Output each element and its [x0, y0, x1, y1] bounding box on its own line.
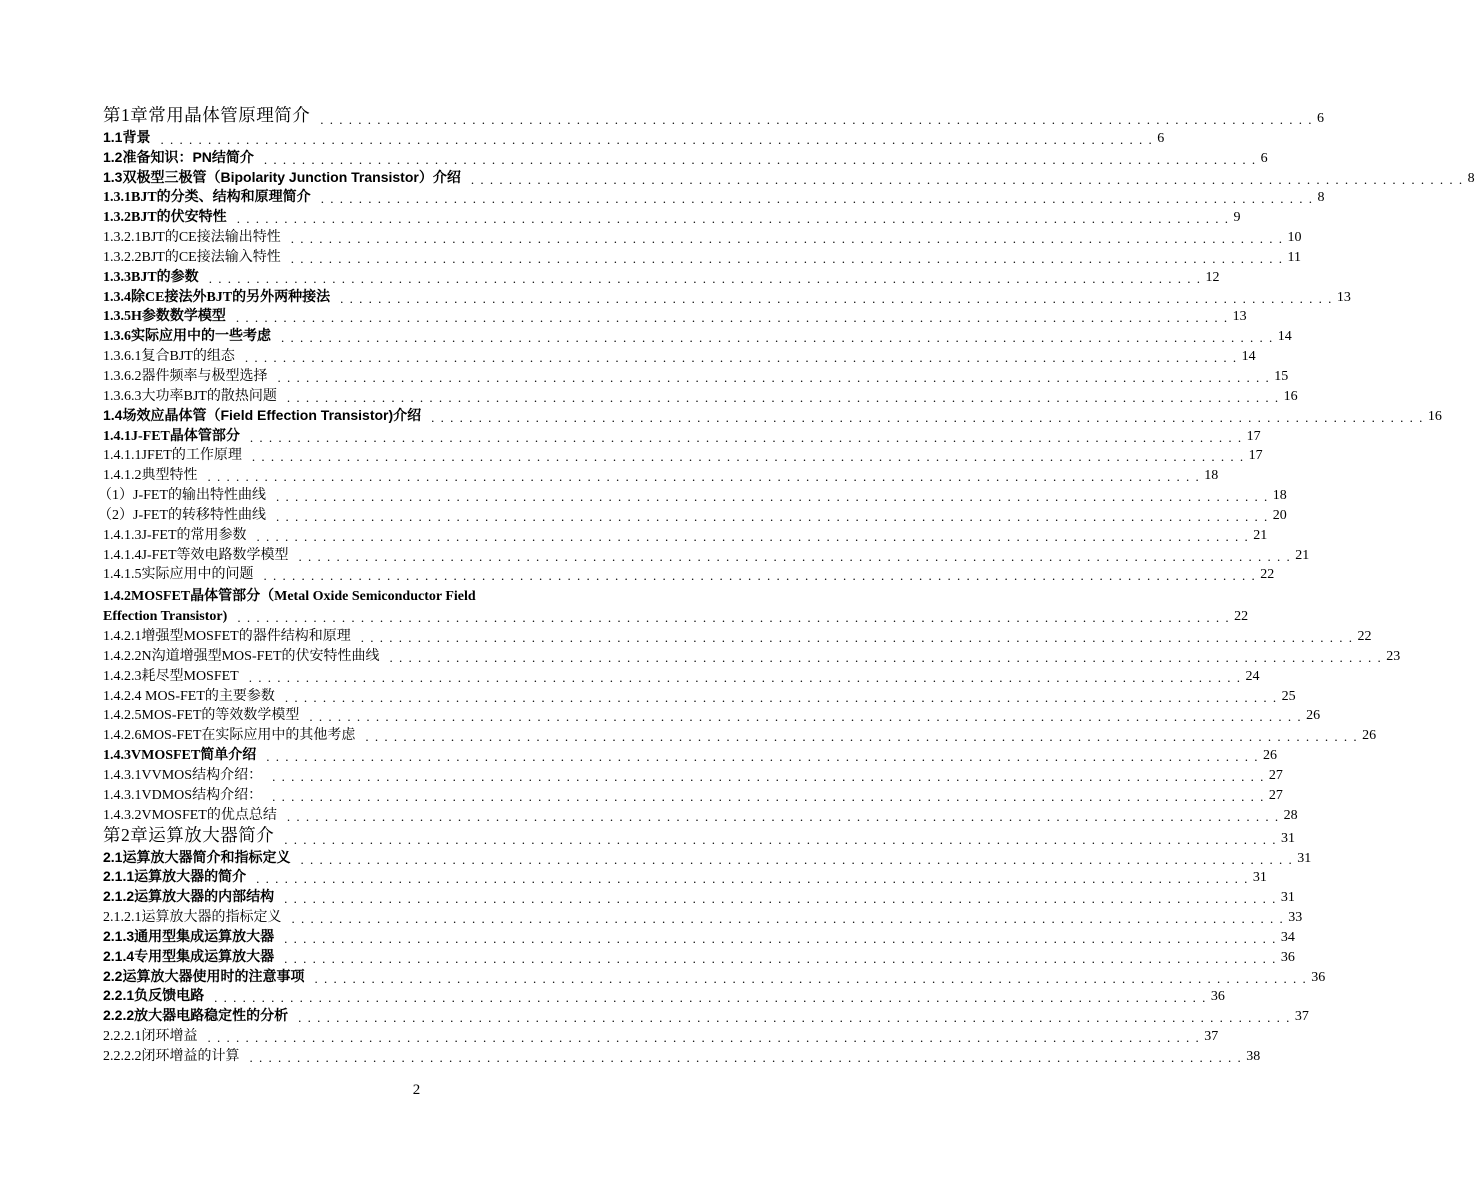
toc-entry-title: 1.3.2BJT的伏安特性 — [103, 210, 227, 226]
toc-entry-page: 21 — [1253, 527, 1268, 543]
toc-entry-title: （2）J-FET的转移特性曲线 — [98, 507, 266, 523]
toc-dot-leader: . . . . . . . . . . . . . . . . . . . . . . . . . . . . . . . . . . . . . . . . . . . . . . . . . . . . . . . . . . . . . . . . . . . . . . . . . . . . . . . . . . . . . . . . . . . . . . . . . . . . . . . . . — [300, 851, 1294, 867]
toc-entry-title: 1.4场效应晶体管（Field Effection Transistor)介绍 — [103, 406, 422, 423]
toc-entry-title: 1.4.2.2N沟道增强型MOS-FET的伏安特性曲线 — [103, 648, 380, 664]
toc-entry-title: 1.3双极型三极管（Bipolarity Junction Transistor）介绍 — [103, 168, 461, 185]
toc-entry-title: 2.1.3通用型集成运算放大器 — [103, 927, 275, 944]
toc-entry-title: 1.4.2.6MOS-FET在实际应用中的其他考虑 — [103, 728, 356, 744]
toc-dot-leader: . . . . . . . . . . . . . . . . . . . . . . . . . . . . . . . . . . . . . . . . . . . . . . . . . . . . . . . . . . . . . . . . . . . . . . . . . . . . . . . . . . . . . . . . . . . . . . . . . . . . . . . . . — [263, 568, 1257, 584]
toc-entry-page: 6 — [1260, 150, 1268, 166]
toc-entry-page: 11 — [1287, 249, 1301, 265]
toc-entry[interactable] — [103, 365, 1289, 385]
toc-entry-title: 1.4.2.1增强型MOSFET的器件结构和原理 — [103, 629, 351, 645]
toc-dot-leader: . . . . . . . . . . . . . . . . . . . . . . . . . . . . . . . . . . . . . . . . . . . . . . . . . . . . . . . . . . . . . . . . . . . . . . . . . . . . . . . . . . . . . . . . . . . . . . . . . . . . . . . . . — [284, 891, 1277, 907]
toc-entry-page: 18 — [1204, 468, 1219, 484]
toc-dot-leader: . . . . . . . . . . . . . . . . . . . . . . . . . . . . . . . . . . . . . . . . . . . . . . . . . . . . . . . . . . . . . . . . . . . . . . . . . . . . . . . . . . . . . . . . . . . . . . . . . . . . . . . . . — [365, 729, 1359, 745]
toc-entry-title: 1.4.3.1VDMOS结构介绍： — [103, 787, 263, 803]
toc-entry[interactable] — [103, 286, 1351, 306]
toc-dot-leader: . . . . . . . . . . . . . . . . . . . . . . . . . . . . . . . . . . . . . . . . . . . . . . . . . . . . . . . . . . . . . . . . . . . . . . . . . . . . . . . . . . . . . . . . . . . . . . . . . . . . . . . . . — [320, 112, 1313, 127]
toc-entry-page: 31 — [1252, 870, 1267, 886]
toc-entry-page: 27 — [1268, 768, 1283, 783]
toc-entry[interactable] — [98, 484, 1287, 505]
toc-entry[interactable] — [103, 266, 1220, 286]
toc-entry-page: 21 — [1295, 547, 1310, 563]
toc-entry-title: 1.3.6.1复合BJT的组态 — [103, 349, 235, 365]
toc-entry[interactable] — [103, 524, 1268, 544]
toc-entry[interactable] — [103, 946, 1295, 966]
toc-entry-page: 28 — [1283, 807, 1298, 823]
toc-entry[interactable] — [103, 425, 1261, 445]
toc-entry-title: 1.4.2.4 MOS-FET的主要参数 — [103, 688, 275, 704]
toc-entry-title: 1.3.1BJT的分类、结构和原理简介 — [103, 190, 311, 206]
toc-entry-title: 1.2准备知识：PN结简介 — [103, 148, 254, 165]
toc-entry-page: 31 — [1281, 830, 1295, 846]
toc-entry-page: 36 — [1210, 989, 1225, 1005]
toc-dot-leader: . . . . . . . . . . . . . . . . . . . . . . . . . . . . . . . . . . . . . . . . . . . . . . . . . . . . . . . . . . . . . . . . . . . . . . . . . . . . . . . . . . . . . . . . . . . . . . . . . . . . . . . . . — [309, 709, 1303, 725]
toc-dot-leader: . . . . . . . . . . . . . . . . . . . . . . . . . . . . . . . . . . . . . . . . . . . . . . . . . . . . . . . . . . . . . . . . . . . . . . . . . . . . . . . . . . . . . . . . . . . . . . . . . . . . . . . . . — [291, 911, 1285, 927]
toc-entry-page: 22 — [1234, 609, 1249, 625]
toc-dot-leader: . . . . . . . . . . . . . . . . . . . . . . . . . . . . . . . . . . . . . . . . . . . . . . . . . . . . . . . . . . . . . . . . . . . . . . . . . . . . . . . . . . . . . . . . . . . . . . . . . . . . . . . . . — [284, 930, 1277, 946]
toc-dot-leader: . . . . . . . . . . . . . . . . . . . . . . . . . . . . . . . . . . . . . . . . . . . . . . . . . . . . . . . . . . . . . . . . . . . . . . . . . . . . . . . . . . . . . . . . . . . . . . . . . . . . . . . . . — [207, 1030, 1201, 1046]
toc-entry-title: 2.1运算放大器简介和指标定义 — [103, 848, 291, 865]
toc-entry[interactable] — [103, 405, 1442, 425]
toc-dot-leader: . . . . . . . . . . . . . . . . . . . . . . . . . . . . . . . . . . . . . . . . . . . . . . . . . . . . . . . . . . . . . . . . . . . . . . . . . . . . . . . . . . . . . . . . . . . . . . . . . . . . . . . . . — [290, 250, 1284, 266]
toc-entry-title: 1.4.1.3J-FET的常用参数 — [103, 527, 247, 543]
toc-entry-page: 22 — [1260, 567, 1275, 583]
toc-dot-leader: . . . . . . . . . . . . . . . . . . . . . . . . . . . . . . . . . . . . . . . . . . . . . . . . . . . . . . . . . . . . . . . . . . . . . . . . . . . . . . . . . . . . . . . . . . . . . . . . . . . . . . . . . — [248, 669, 1242, 685]
toc-dot-leader: . . . . . . . . . . . . . . . . . . . . . . . . . . . . . . . . . . . . . . . . . . . . . . . . . . . . . . . . . . . . . . . . . . . . . . . . . . . . . . . . . . . . . . . . . . . . . . . . . . . . . . . . . — [284, 689, 1278, 705]
toc-entry-title: 2.2.2.1闭环增益 — [103, 1029, 198, 1045]
toc-entry[interactable] — [103, 167, 1475, 187]
toc-dot-leader: . . . . . . . . . . . . . . . . . . . . . . . . . . . . . . . . . . . . . . . . . . . . . . . . . . . . . . . . . . . . . . . . . . . . . . . . . . . . . . . . . . . . . . . . . . . . . . . . . . . . . . . . . — [281, 330, 1274, 346]
toc-entry[interactable] — [103, 665, 1260, 685]
toc-entry-title: 1.3.3BJT的参数 — [103, 269, 199, 285]
toc-dot-leader: . . . . . . . . . . . . . . . . . . . . . . . . . . . . . . . . . . . . . . . . . . . . . . . . . . . . . . . . . . . . . . . . . . . . . . . . . . . . . . . . . . . . . . . . . . . . . . . . . . . . . . . . . — [431, 409, 1424, 425]
toc-entry-page: 20 — [1272, 507, 1287, 523]
toc-entry-page: 6 — [1317, 111, 1324, 126]
toc-entry-page: 8 — [1467, 170, 1475, 186]
toc-dot-leader: . . . . . . . . . . . . . . . . . . . . . . . . . . . . . . . . . . . . . . . . . . . . . . . . . . . . . . . . . . . . . . . . . . . . . . . . . . . . . . . . . . . . . . . . . . . . . . . . . . . . . . . . . — [251, 449, 1245, 465]
toc-dot-leader: . . . . . . . . . . . . . . . . . . . . . . . . . . . . . . . . . . . . . . . . . . . . . . . . . . . . . . . . . . . . . . . . . . . . . . . . . . . . . . . . . . . . . . . . . . . . . . . . . . . . . . . . . — [284, 950, 1277, 966]
toc-entry[interactable] — [103, 824, 1295, 847]
toc-entry-title: 1.1背景 — [103, 128, 151, 145]
toc-dot-leader: . . . . . . . . . . . . . . . . . . . . . . . . . . . . . . . . . . . . . . . . . . . . . . . . . . . . . . . . . . . . . . . . . . . . . . . . . . . . . . . . . . . . . . . . . . . . . . . . . . . . . . . . . — [286, 389, 1280, 405]
toc-dot-leader: . . . . . . . . . . . . . . . . . . . . . . . . . . . . . . . . . . . . . . . . . . . . . . . . . . . . . . . . . . . . . . . . . . . . . . . . . . . . . . . . . . . . . . . . . . . . . . . . . . . . . . . . . — [236, 211, 1230, 227]
toc-entry[interactable] — [103, 705, 1321, 725]
toc-entry[interactable] — [103, 583, 735, 605]
toc-dot-leader: . . . . . . . . . . . . . . . . . . . . . . . . . . . . . . . . . . . . . . . . . . . . . . . . . . . . . . . . . . . . . . . . . . . . . . . . . . . . . . . . . . . . . . . . . . . . . . . . . . . . . . . . . — [214, 990, 1207, 1006]
toc-entry-page: 37 — [1294, 1009, 1309, 1025]
toc-entry-title: 1.3.6实际应用中的一些考虑 — [103, 329, 271, 345]
toc-entry[interactable] — [103, 926, 1295, 946]
toc-entry-page: 17 — [1246, 428, 1261, 444]
toc-dot-leader: . . . . . . . . . . . . . . . . . . . . . . . . . . . . . . . . . . . . . . . . . . . . . . . . . . . . . . . . . . . . . . . . . . . . . . . . . . . . . . . . . . . . . . . . . . . . . . . . . . . . . . . . . — [272, 769, 1265, 784]
toc-entry-page: 16 — [1283, 388, 1298, 404]
toc-dot-leader: . . . . . . . . . . . . . . . . . . . . . . . . . . . . . . . . . . . . . . . . . . . . . . . . . . . . . . . . . . . . . . . . . . . . . . . . . . . . . . . . . . . . . . . . . . . . . . . . . . . . . . . . . — [290, 231, 1284, 247]
toc-dot-leader: . . . . . . . . . . . . . . . . . . . . . . . . . . . . . . . . . . . . . . . . . . . . . . . . . . . . . . . . . . . . . . . . . . . . . . . . . . . . . . . . . . . . . . . . . . . . . . . . . . . . . . . . . — [286, 808, 1280, 824]
toc-entry[interactable] — [103, 685, 1296, 705]
toc-dot-leader: . . . . . . . . . . . . . . . . . . . . . . . . . . . . . . . . . . . . . . . . . . . . . . . . . . . . . . . . . . . . . . . . . . . . . . . . . . . . . . . . . . . . . . . . . . . . . . . . . . . . . . . . . — [160, 131, 1154, 147]
toc-entry-page: 36 — [1311, 969, 1326, 985]
toc-entry-page: 13 — [1336, 289, 1351, 305]
toc-entry[interactable] — [103, 867, 1267, 887]
toc-entry[interactable] — [103, 345, 1256, 366]
toc-entry[interactable] — [103, 206, 1241, 227]
toc-entry-title: 1.4.2.5MOS-FET的等效数学模型 — [103, 708, 300, 724]
toc-entry[interactable] — [103, 187, 1325, 207]
toc-dot-leader: . . . . . . . . . . . . . . . . . . . . . . . . . . . . . . . . . . . . . . . . . . . . . . . . . . . . . . . . . . . . . . . . . . . . . . . . . . . . . . . . . . . . . . . . . . . . . . . . . . . . . . . . . — [277, 369, 1271, 385]
toc-dot-leader: . . . . . . . . . . . . . . . . . . . . . . . . . . . . . . . . . . . . . . . . . . . . . . . . . . . . . . . . . . . . . . . . . . . . . . . . . . . . . . . . . . . . . . . . . . . . . . . . . . . . . . . . . — [298, 548, 1292, 564]
toc-entry[interactable] — [103, 847, 1312, 867]
toc-entry-page: 14 — [1277, 329, 1292, 345]
toc-entry-title: 1.4.3.2VMOSFET的优点总结 — [103, 807, 277, 823]
toc-entry-page: 26 — [1362, 728, 1377, 744]
toc-entry-title: 2.2.1负反馈电路 — [103, 987, 205, 1004]
toc-entry-page: 31 — [1280, 890, 1295, 906]
toc-dot-leader: . . . . . . . . . . . . . . . . . . . . . . . . . . . . . . . . . . . . . . . . . . . . . . . . . . . . . . . . . . . . . . . . . . . . . . . . . . . . . . . . . . . . . . . . . . . . . . . . . . . . . . . . . — [389, 649, 1383, 665]
toc-entry[interactable] — [103, 906, 1303, 927]
toc-entry-page: 25 — [1281, 688, 1296, 704]
toc-entry[interactable] — [103, 886, 1295, 907]
toc-dot-leader: . . . . . . . . . . . . . . . . . . . . . . . . . . . . . . . . . . . . . . . . . . . . . . . . . . . . . . . . . . . . . . . . . . . . . . . . . . . . . . . . . . . . . . . . . . . . . . . . . . . . . . . . . — [256, 528, 1250, 544]
toc-entry-title: 2.1.1运算放大器的简介 — [103, 868, 247, 885]
toc-dot-leader: . . . . . . . . . . . . . . . . . . . . . . . . . . . . . . . . . . . . . . . . . . . . . . . . . . . . . . . . . . . . . . . . . . . . . . . . . . . . . . . . . . . . . . . . . . . . . . . . . . . . . . . . . — [208, 270, 1202, 286]
toc-entry-page: 33 — [1288, 910, 1303, 926]
toc-entry[interactable] — [103, 464, 1219, 485]
table-of-contents — [98, 104, 1475, 1065]
toc-entry[interactable] — [103, 625, 1372, 646]
toc-dot-leader: . . . . . . . . . . . . . . . . . . . . . . . . . . . . . . . . . . . . . . . . . . . . . . . . . . . . . . . . . . . . . . . . . . . . . . . . . . . . . . . . . . . . . . . . . . . . . . . . . . . . . . . . . — [470, 171, 1464, 187]
toc-dot-leader: . . . . . . . . . . . . . . . . . . . . . . . . . . . . . . . . . . . . . . . . . . . . . . . . . . . . . . . . . . . . . . . . . . . . . . . . . . . . . . . . . . . . . . . . . . . . . . . . . . . . . . . . . — [249, 429, 1243, 445]
toc-dot-leader: . . . . . . . . . . . . . . . . . . . . . . . . . . . . . . . . . . . . . . . . . . . . . . . . . . . . . . . . . . . . . . . . . . . . . . . . . . . . . . . . . . . . . . . . . . . . . . . . . . . . . . . . . — [244, 350, 1238, 366]
toc-entry[interactable] — [103, 764, 1283, 784]
toc-dot-leader: . . . . . . . . . . . . . . . . . . . . . . . . . . . . . . . . . . . . . . . . . . . . . . . . . . . . . . . . . . . . . . . . . . . . . . . . . . . . . . . . . . . . . . . . . . . . . . . . . . . . . . . . . — [284, 831, 1277, 847]
toc-entry[interactable] — [103, 724, 1377, 745]
toc-entry-title: 2.1.2运算放大器的内部结构 — [103, 888, 275, 905]
toc-dot-leader: . . . . . . . . . . . . . . . . . . . . . . . . . . . . . . . . . . . . . . . . . . . . . . . . . . . . . . . . . . . . . . . . . . . . . . . . . . . . . . . . . . . . . . . . . . . . . . . . . . . . . . . . . — [360, 630, 1354, 646]
toc-entry[interactable] — [103, 744, 1277, 765]
toc-entry-page: 23 — [1386, 648, 1401, 664]
toc-entry-title: 1.3.6.3大功率BJT的散热问题 — [103, 388, 277, 404]
toc-dot-leader: . . . . . . . . . . . . . . . . . . . . . . . . . . . . . . . . . . . . . . . . . . . . . . . . . . . . . . . . . . . . . . . . . . . . . . . . . . . . . . . . . . . . . . . . . . . . . . . . . . . . . . . . . — [276, 508, 1269, 524]
toc-entry-title: 第1章常用晶体管原理简介 — [103, 105, 311, 125]
toc-entry-title: 2.2.2.2闭环增益的计算 — [103, 1048, 240, 1064]
toc-entry[interactable] — [103, 104, 1324, 127]
toc-entry[interactable] — [103, 385, 1298, 405]
toc-entry-page: 31 — [1297, 850, 1312, 866]
toc-entry-title: 1.4.3.1VVMOS结构介绍： — [103, 768, 263, 783]
toc-entry-title: 1.4.1.5实际应用中的问题 — [103, 567, 254, 583]
toc-entry-title: 1.3.2.1BJT的CE接法输出特性 — [103, 230, 281, 246]
toc-dot-leader: . . . . . . . . . . . . . . . . . . . . . . . . . . . . . . . . . . . . . . . . . . . . . . . . . . . . . . . . . . . . . . . . . . . . . . . . . . . . . . . . . . . . . . . . . . . . . . . . . . . . . . . . . — [272, 788, 1265, 804]
toc-entry-title: 2.1.2.1运算放大器的指标定义 — [103, 910, 282, 926]
toc-entry-page: 8 — [1317, 190, 1325, 206]
toc-dot-leader: . . . . . . . . . . . . . . . . . . . . . . . . . . . . . . . . . . . . . . . . . . . . . . . . . . . . . . . . . . . . . . . . . . . . . . . . . . . . . . . . . . . . . . . . . . . . . . . . . . . . . . . . . — [276, 489, 1269, 505]
toc-dot-leader: . . . . . . . . . . . . . . . . . . . . . . . . . . . . . . . . . . . . . . . . . . . . . . . . . . . . . . . . . . . . . . . . . . . . . . . . . . . . . . . . . . . . . . . . . . . . . . . . . . . . . . . . . — [266, 749, 1259, 765]
toc-entry[interactable] — [103, 1005, 1309, 1026]
toc-entry-title: 1.4.3VMOSFET简单介绍 — [103, 748, 257, 764]
toc-entry-page: 17 — [1248, 448, 1263, 464]
toc-entry[interactable] — [103, 645, 1401, 665]
toc-entry-title: 1.4.2.3耗尽型MOSFET — [103, 668, 239, 684]
toc-entry-page: 12 — [1205, 269, 1220, 285]
toc-entry-title: 2.2.2放大器电路稳定性的分析 — [103, 1007, 289, 1024]
toc-entry-page: 15 — [1274, 368, 1289, 384]
toc-entry-title: （1）J-FET的输出特性曲线 — [98, 488, 266, 504]
toc-entry-title: 1.4.1.4J-FET等效电路数学模型 — [103, 547, 289, 563]
toc-entry[interactable] — [103, 306, 1247, 326]
toc-entry[interactable] — [103, 445, 1263, 465]
toc-entry-page: 14 — [1241, 349, 1256, 365]
toc-entry[interactable] — [103, 127, 1165, 147]
toc-entry[interactable] — [103, 1025, 1219, 1046]
toc-entry[interactable] — [98, 504, 1287, 524]
toc-dot-leader: . . . . . . . . . . . . . . . . . . . . . . . . . . . . . . . . . . . . . . . . . . . . . . . . . . . . . . . . . . . . . . . . . . . . . . . . . . . . . . . . . . . . . . . . . . . . . . . . . . . . . . . . . — [207, 469, 1201, 485]
toc-dot-leader: . . . . . . . . . . . . . . . . . . . . . . . . . . . . . . . . . . . . . . . . . . . . . . . . . . . . . . . . . . . . . . . . . . . . . . . . . . . . . . . . . . . . . . . . . . . . . . . . . . . . . . . . . — [249, 1049, 1243, 1065]
toc-entry-title: 1.4.1.2典型特性 — [103, 468, 198, 484]
toc-dot-leader: . . . . . . . . . . . . . . . . . . . . . . . . . . . . . . . . . . . . . . . . . . . . . . . . . . . . . . . . . . . . . . . . . . . . . . . . . . . . . . . . . . . . . . . . . . . . . . . . . . . . . . . . . — [340, 290, 1333, 306]
toc-entry[interactable] — [103, 1045, 1261, 1065]
toc-entry-page: 6 — [1157, 130, 1165, 146]
toc-entry-title: 1.3.2.2BJT的CE接法输入特性 — [103, 249, 281, 265]
toc-entry[interactable] — [103, 325, 1292, 346]
toc-entry-page: 13 — [1232, 309, 1247, 325]
toc-entry[interactable] — [103, 246, 1301, 266]
toc-dot-leader: . . . . . . . . . . . . . . . . . . . . . . . . . . . . . . . . . . . . . . . . . . . . . . . . . . . . . . . . . . . . . . . . . . . . . . . . . . . . . . . . . . . . . . . . . . . . . . . . . . . . . . . . . — [263, 151, 1257, 167]
toc-entry-page: 26 — [1306, 708, 1321, 724]
toc-entry-page: 38 — [1246, 1048, 1261, 1064]
toc-entry[interactable] — [103, 564, 1275, 584]
toc-entry[interactable] — [103, 986, 1225, 1006]
toc-dot-leader: . . . . . . . . . . . . . . . . . . . . . . . . . . . . . . . . . . . . . . . . . . . . . . . . . . . . . . . . . . . . . . . . . . . . . . . . . . . . . . . . . . . . . . . . . . . . . . . . . . . . . . . . . — [298, 1010, 1291, 1026]
toc-entry-title: 1.4.2MOSFET晶体管部分（Metal Oxide Semiconductor Field — [103, 589, 476, 605]
toc-entry-title: 1.3.5H参数数学模型 — [103, 309, 226, 325]
toc-entry-title: 2.2运算放大器使用时的注意事项 — [103, 967, 305, 984]
toc-dot-leader: . . . . . . . . . . . . . . . . . . . . . . . . . . . . . . . . . . . . . . . . . . . . . . . . . . . . . . . . . . . . . . . . . . . . . . . . . . . . . . . . . . . . . . . . . . . . . . . . . . . . . . . . . — [235, 310, 1229, 326]
toc-entry-title: Effection Transistor) — [103, 609, 228, 625]
toc-entry-title: 2.1.4专用型集成运算放大器 — [103, 947, 275, 964]
toc-entry-title: 1.3.6.2器件频率与极型选择 — [103, 368, 268, 384]
toc-entry[interactable] — [103, 784, 1283, 804]
toc-entry[interactable] — [103, 226, 1302, 247]
toc-entry-page: 24 — [1245, 668, 1260, 684]
toc-entry[interactable] — [103, 966, 1326, 986]
toc-entry-title: 第2章运算放大器简介 — [103, 824, 275, 845]
toc-entry[interactable] — [103, 544, 1310, 564]
toc-entry-page: 34 — [1280, 929, 1295, 945]
toc-entry-page: 16 — [1427, 408, 1442, 424]
toc-entry-page: 9 — [1233, 210, 1241, 226]
toc-entry-title: 1.4.1.1JFET的工作原理 — [103, 448, 242, 464]
toc-entry-page: 36 — [1280, 949, 1295, 965]
toc-entry-page: 26 — [1262, 748, 1277, 764]
toc-dot-leader: . . . . . . . . . . . . . . . . . . . . . . . . . . . . . . . . . . . . . . . . . . . . . . . . . . . . . . . . . . . . . . . . . . . . . . . . . . . . . . . . . . . . . . . . . . . . . . . . . . . . . . . . . — [237, 610, 1231, 626]
toc-dot-leader: . . . . . . . . . . . . . . . . . . . . . . . . . . . . . . . . . . . . . . . . . . . . . . . . . . . . . . . . . . . . . . . . . . . . . . . . . . . . . . . . . . . . . . . . . . . . . . . . . . . . . . . . . — [256, 871, 1249, 887]
toc-dot-leader: . . . . . . . . . . . . . . . . . . . . . . . . . . . . . . . . . . . . . . . . . . . . . . . . . . . . . . . . . . . . . . . . . . . . . . . . . . . . . . . . . . . . . . . . . . . . . . . . . . . . . . . . . — [314, 970, 1308, 986]
page-number: 2 — [412, 1082, 421, 1098]
toc-entry[interactable] — [103, 605, 1249, 626]
toc-entry-title: 1.3.4除CE接法外BJT的另外两种接法 — [103, 289, 331, 305]
toc-entry-page: 37 — [1204, 1029, 1219, 1045]
toc-dot-leader: . . . . . . . . . . . . . . . . . . . . . . . . . . . . . . . . . . . . . . . . . . . . . . . . . . . . . . . . . . . . . . . . . . . . . . . . . . . . . . . . . . . . . . . . . . . . . . . . . . . . . . . . . — [320, 191, 1314, 207]
toc-entry-page: 18 — [1272, 488, 1287, 504]
toc-entry-page: 22 — [1357, 629, 1372, 645]
toc-entry-page: 27 — [1268, 787, 1283, 803]
toc-entry[interactable] — [103, 147, 1268, 167]
toc-entry-title: 1.4.1J-FET晶体管部分 — [103, 428, 240, 444]
toc-entry-page: 10 — [1287, 230, 1302, 246]
